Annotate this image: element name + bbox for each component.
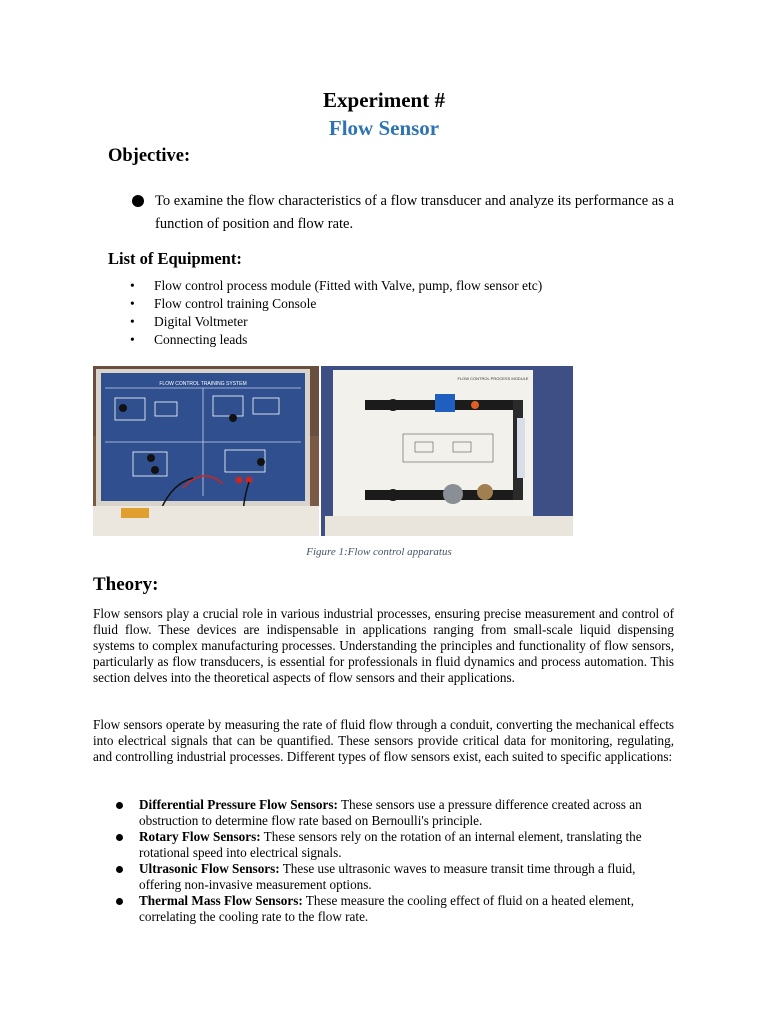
list-item [114,893,674,925]
theory-heading: Theory: [93,574,159,595]
sensor-type-name: Ultrasonic Flow Sensors: [139,861,280,876]
list-item [114,829,674,861]
bullet-icon [116,834,123,841]
sensor-type-desc: These use ultrasonic waves to measure transit time through a fluid, offering non-invasive measurement options. [139,861,636,892]
sensor-type-name: Differential Pressure Flow Sensors: [139,797,338,812]
sensor-type-desc: These sensors rely on the rotation of an internal element, translating the rotational speed into electrical signals. [139,829,642,860]
equipment-list [128,277,542,349]
list-item [114,797,674,829]
equipment-heading: List of Equipment: [108,249,242,268]
page-title: Experiment # [323,88,445,112]
figure-caption: Figure 1:Flow control apparatus [306,546,452,558]
bullet-icon [132,195,144,207]
objective-text: To examine the flow characteristics of a flow transducer and analyze its performance as a function of position and flow rate. [155,193,674,232]
sensor-types-list [114,797,674,925]
sensor-type-name: Thermal Mass Flow Sensors: [139,893,303,908]
apparatus-figure [93,366,573,536]
objective-heading: Objective: [108,146,191,166]
list-item [114,861,674,893]
bullet-icon [116,898,123,905]
bullet-icon [116,802,123,809]
equipment-item: • Digital Voltmeter [128,313,542,331]
equipment-item: • Flow control training Console [128,295,542,313]
sensor-type-name: Rotary Flow Sensors: [139,829,261,844]
bullet-icon [116,866,123,873]
equipment-item: • Connecting leads [128,331,542,349]
theory-paragraph: Flow sensors operate by measuring the rate of fluid flow through a conduit, converting the mechanical effects into electrical signals that can be quantified. These sensors provide critical data for monitoring, regulating, and controlling industrial processes. Different types of flow sensors exist, each suited to specific applications: [93,717,674,764]
sensor-type-desc: These sensors use a pressure difference created across an obstruction to determine flow rate based on Bernoulli's principle. [139,797,642,828]
page-subtitle: Flow Sensor [328,116,440,140]
training-console-photo [93,366,319,536]
equipment-item: • Flow control process module (Fitted with Valve, pump, flow sensor etc) [128,277,542,295]
sensor-type-desc: These measure the cooling effect of fluid on a heated element, correlating the cooling rate to the flow rate. [139,893,635,924]
process-module-photo [321,366,573,536]
module-title: FLOW CONTROL PROCESS MODULE [457,376,529,381]
theory-paragraph: Flow sensors play a crucial role in various industrial processes, ensuring precise measurement and control of fluid flow. These devices are indispensable in applications ranging from small-scale liquid dispensing systems to complex manufacturing processes. Understanding the principles and functionality of flow sensors, particularly as flow transducers, is essential for professionals in fluid dynamics and process automation. This section delves into the theoretical aspects of flow sensors and their applications. [93,606,674,685]
console-panel-title: FLOW CONTROL TRAINING SYSTEM [159,381,247,387]
